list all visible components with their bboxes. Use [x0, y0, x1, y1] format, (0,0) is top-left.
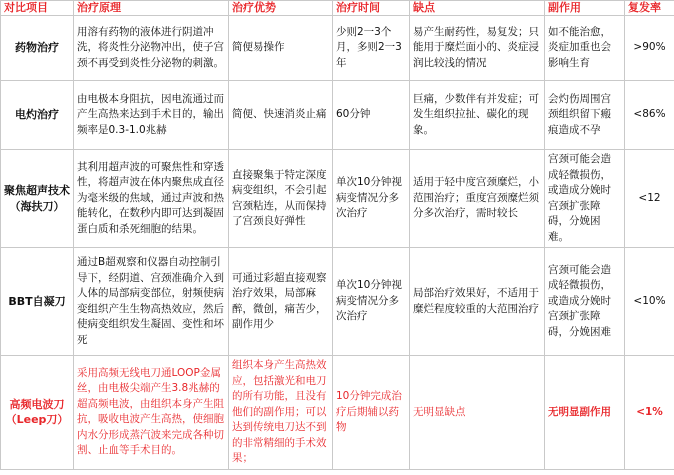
treatment-name: 电灼治疗: [1, 81, 74, 150]
recurrence-cell: >90%: [625, 16, 674, 81]
principle-cell: 用溶有药物的液体进行阴道冲洗，将炎性分泌物冲出，使子宫颈不再受到炎性分泌物的刺激。: [74, 16, 229, 81]
time-cell: 60分钟: [333, 81, 410, 150]
principle-cell: 采用高频无线电刀通LOOP金属丝，由电极尖端产生3.8兆赫的超高频电波，由组织本身产生阻抗，吸收电波产生高热，使细胞内水分形成蒸汽波来完成各种切割、止血等手术目的。: [74, 356, 229, 470]
time-cell: 单次10分钟视病变情况分多次治疗: [333, 248, 410, 356]
table-row: [1, 150, 674, 248]
advantage-cell: 可通过彩超直接观察治疗效果，局部麻醉，微创，痛苦少，副作用少: [229, 248, 333, 356]
header-recurrence: 复发率: [625, 1, 674, 16]
drawback-cell: 易产生耐药性，易复发；只能用于糜烂面小的、炎症浸润比较浅的情况: [410, 16, 545, 81]
drawback-cell: 无明显缺点: [410, 356, 545, 470]
table-row: [1, 248, 674, 356]
treatment-name: 高频电波刀（Leep刀）: [1, 356, 74, 470]
advantage-cell: 简便易操作: [229, 16, 333, 81]
principle-cell: 其利用超声波的可聚焦性和穿透性，将超声波在体内聚焦成直径为毫米级的焦域，通过声波和热能转化，在数秒内即可达到凝固蛋白质和杀死细胞的结果。: [74, 150, 229, 248]
header-side-effect: 副作用: [545, 1, 625, 16]
table-row: [1, 16, 674, 81]
time-cell: 单次10分钟视病变情况分多次治疗: [333, 150, 410, 248]
treatment-name: 药物治疗: [1, 16, 74, 81]
header-drawback: 缺点: [410, 1, 545, 16]
treatment-name: BBT自凝刀: [1, 248, 74, 356]
header-item: 对比项目: [1, 1, 74, 16]
side-effect-cell: 无明显副作用: [545, 356, 625, 470]
time-cell: 10分钟完成治疗后期辅以药物: [333, 356, 410, 470]
recurrence-cell: <1%: [625, 356, 674, 470]
advantage-cell: 简便、快速消炎止痛: [229, 81, 333, 150]
header-advantage: 治疗优势: [229, 1, 333, 16]
table-row: [1, 81, 674, 150]
recurrence-cell: <86%: [625, 81, 674, 150]
side-effect-cell: 如不能治愈，炎症加重也会影响生育: [545, 16, 625, 81]
principle-cell: 通过B超观察和仪器自动控制引导下，经阴道、宫颈准确介入到人体的局部病变部位，射频使病变组织产生生物高热效应，然后使病变组织发生凝固、变性和坏死: [74, 248, 229, 356]
drawback-cell: 巨痛，少数伴有并发症；可发生组织拉扯、碳化的现象。: [410, 81, 545, 150]
header-row: [1, 1, 674, 16]
recurrence-cell: <12: [625, 150, 674, 248]
treatment-name: 聚焦超声技术（海扶刀）: [1, 150, 74, 248]
table-row: [1, 356, 674, 470]
header-principle: 治疗原理: [74, 1, 229, 16]
recurrence-cell: <10%: [625, 248, 674, 356]
time-cell: 少则2一3个月，多则2一3年: [333, 16, 410, 81]
drawback-cell: 局部治疗效果好，不适用于糜烂程度较重的大范围治疗: [410, 248, 545, 356]
side-effect-cell: 会灼伤周围宫颈组织留下瘢痕造成不孕: [545, 81, 625, 150]
drawback-cell: 适用于轻中度宫颈糜烂，小范围治疗；重度宫颈糜烂须分多次治疗，需时较长: [410, 150, 545, 248]
side-effect-cell: 宫颈可能会造成轻微损伤，或造成分娩时宫颈扩张障碍，分娩困难: [545, 248, 625, 356]
advantage-cell: 直接聚集于特定深度病变组织，不会引起宫颈粘连，从而保持了宫颈良好弹性: [229, 150, 333, 248]
header-time: 治疗时间: [333, 1, 410, 16]
advantage-cell: 组织本身产生高热效应，包括激光和电刀的所有功能，且没有他们的副作用；可以达到传统电刀达不到的非常精细的手术效果；: [229, 356, 333, 470]
principle-cell: 由电极本身阻抗，因电流通过而产生高热来达到手术目的，输出频率是0.3-1.0兆赫: [74, 81, 229, 150]
side-effect-cell: 宫颈可能会造成轻微损伤，或造成分娩时宫颈扩张障碍，分娩困难。: [545, 150, 625, 248]
